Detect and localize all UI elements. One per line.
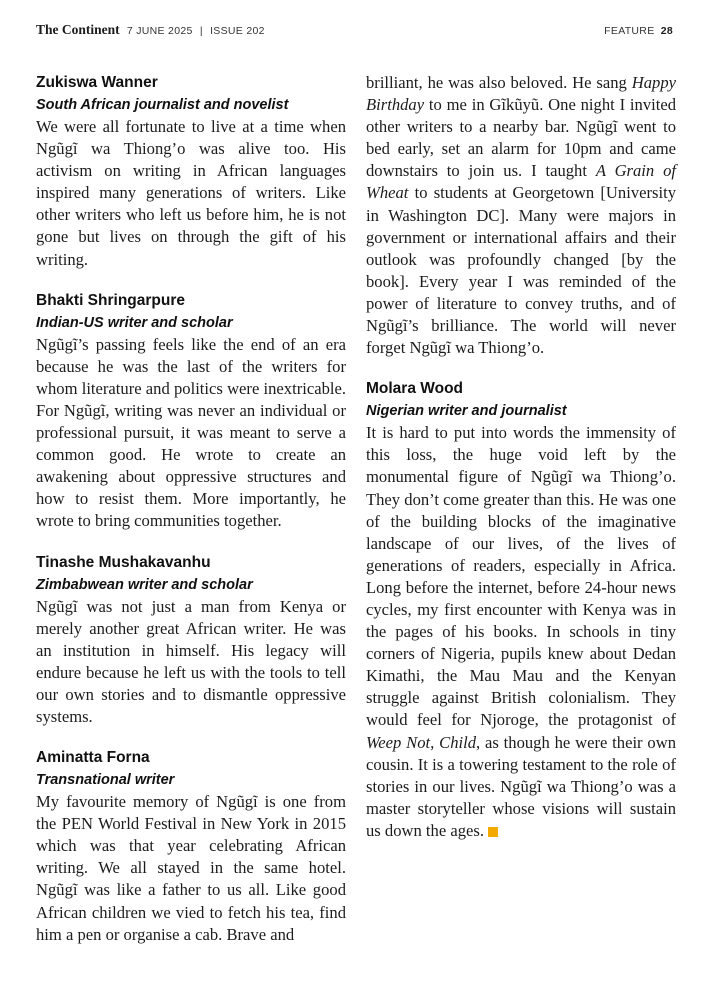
header-right (604, 25, 673, 37)
page-number: 28 (660, 25, 673, 37)
author-role: Indian-US writer and scholar (36, 314, 233, 331)
author-name: Zukiswa Wanner (36, 74, 158, 91)
book-title: Weep Not, Child (366, 732, 477, 752)
tribute-text (366, 72, 676, 359)
section-label: FEATURE (604, 25, 655, 37)
author-role: Transnational writer (36, 772, 175, 789)
author-role: South African journalist and novelist (36, 97, 289, 113)
tribute-entry (366, 378, 676, 842)
tribute-text-part: It is hard to put into words the immensity of this loss, the huge void left by the monumental figure of Ngũgĩ wa Thiong’o. They don’t come greater than this. He was one of the building blocks of the imaginative landscape of our lives, of the lives of generations of readers, especially in Africa. Long before the internet, before 24-hour news cycles, my first encounter with Kenya was in the pages of his books. In schools in tiny corners of Nigeria, pupils knew about Dedan Kimathi, the Mau Mau and the Kenyan struggle against British colonialism. They would feel for Njoroge, the protagonist of (366, 423, 676, 730)
tribute-text (366, 422, 676, 842)
author-name: Molara Wood (366, 380, 464, 398)
author-name: Bhakti Shringarpure (36, 291, 185, 309)
tribute-entry (36, 72, 346, 271)
tribute-text-part: brilliant, he was also beloved. He sang (366, 73, 632, 92)
tribute-text: Ngũgĩ was not just a man from Kenya or merely another great African writer. He was an institution in himself. His legacy will endure because he left us with the tools to tell our own stories and to dismantle oppressive systems. (36, 596, 346, 726)
tribute-entry (36, 290, 346, 533)
tribute-text-part: My favourite memory of Ngũgĩ is one from the PEN World Festival in New York in 2015 which was that year celebrating African writing. We all stayed in the same hotel. Ngũgĩ was like a father to us all. Like good African children we vied to fetch his tea, find him a pen or organise a cab. Brave and (36, 792, 346, 944)
tribute-entry-continued (366, 72, 676, 359)
author-name: Tinashe Mushakavanhu (36, 553, 211, 571)
tribute-text (36, 791, 346, 946)
tribute-text: We were all fortunate to live at a time when Ngũgĩ wa Thiong’o was alive too. His activism on writing in African languages inspired many generations of writers. Like other writers who left us before him, he is not gone but lives on through the gift of his writing. (36, 117, 346, 269)
end-of-article-square-icon (488, 827, 498, 837)
publication-title: The Continent (36, 22, 120, 37)
author-role: Zimbabwean writer and scholar (36, 576, 253, 593)
book-title: A Grain of Wheat (366, 161, 677, 203)
header-separator: | (199, 25, 203, 37)
tribute-entry (36, 552, 346, 729)
left-column (36, 72, 346, 965)
tribute-text-part: to students at Georgetown [University in Washington DC]. Many were majors in government or international affairs and their outlook was profoundly changed [by the book]. Every year I was reminded of the power of literature to convey truths, and of Ngũgĩ’s brilliance. The world will never forget Ngũgĩ wa Thiong’o. (366, 183, 676, 358)
issue-date: 7 JUNE 2025 (126, 25, 193, 37)
page-header (36, 22, 673, 42)
song-title: Happy Birthday (366, 73, 676, 115)
issue-number: ISSUE 202 (210, 25, 265, 37)
header-left (36, 22, 265, 38)
author-role: Nigerian writer and journalist (366, 403, 567, 420)
tribute-text-part: , as though he were their own cousin. It is a towering testament to the role of stories in our lives. Ngũgĩ wa Thiong’o was a master storyteller whose visions will sustain us down the ages. (366, 732, 676, 840)
tribute-text: Ngũgĩ’s passing feels like the end of an era because he was the last of the writers for whom literature and politics were inextricable. For Ngũgĩ, writing was never an individual or professional pursuit, it was meant to serve a common good. He wrote to create an awakening about oppressive structures and how to resist them. More importantly, he wrote to bring communities together. (36, 334, 346, 531)
tribute-entry (36, 747, 346, 946)
tribute-text-part: to me in Gĩkũyũ. One night I invited other writers to a nearby bar. Ngũgĩ went to bed early, set an alarm for 10pm and came downstairs to join us. I taught (366, 95, 676, 181)
right-column (366, 72, 676, 861)
author-name: Aminatta Forna (36, 749, 150, 767)
